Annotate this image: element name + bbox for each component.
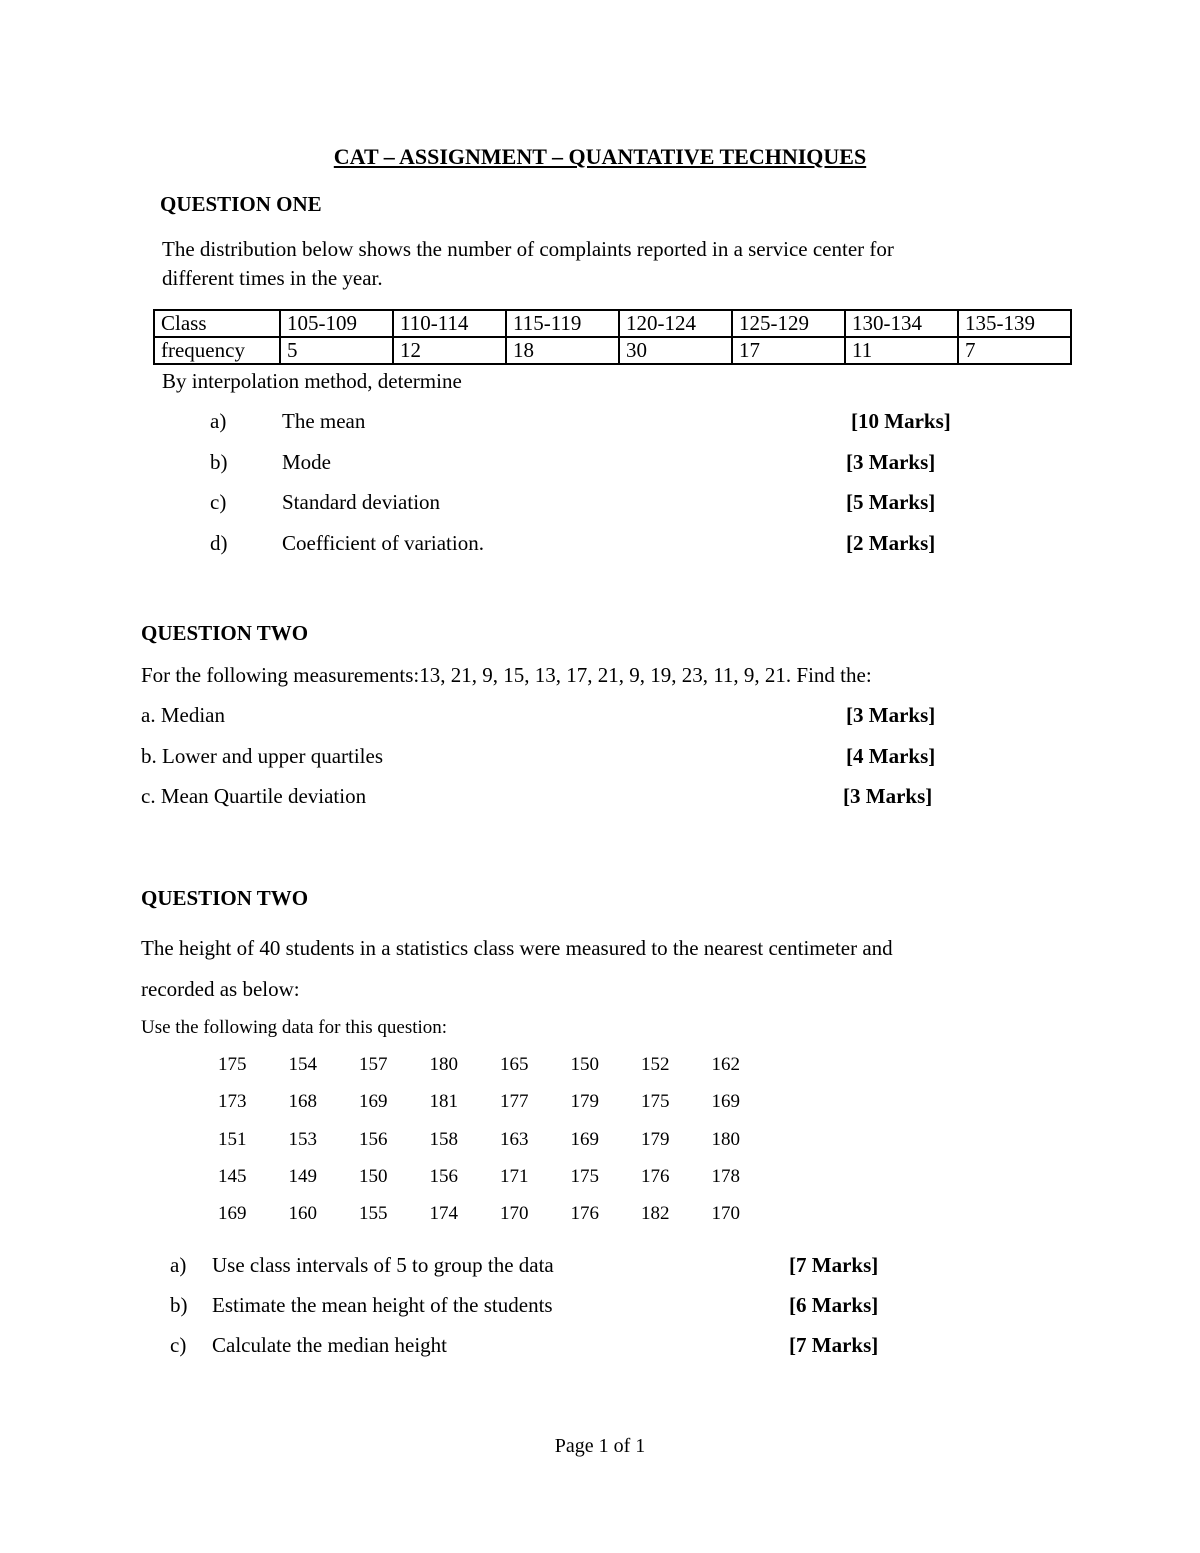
height-value: 155 xyxy=(359,1203,388,1225)
height-value: 170 xyxy=(711,1203,740,1225)
item-text: Estimate the mean height of the students xyxy=(212,1293,553,1317)
heights-row xyxy=(218,1089,782,1126)
height-value: 182 xyxy=(641,1203,670,1225)
table-cell: 12 xyxy=(393,337,506,364)
question-three-intro-line1: The height of 40 students in a statistics class were measured to the nearest centimeter and xyxy=(141,936,893,960)
item-letter: c) xyxy=(210,490,227,514)
question-three-intro-line2: recorded as below: xyxy=(141,977,300,1001)
item-marks: [3 Marks] xyxy=(843,784,933,808)
item-text: Calculate the median height xyxy=(212,1333,447,1357)
height-value: 173 xyxy=(218,1091,247,1113)
height-value: 179 xyxy=(570,1091,599,1113)
height-value: 180 xyxy=(711,1128,740,1150)
item-marks: [5 Marks] xyxy=(846,490,936,514)
frequency-table xyxy=(153,309,1072,365)
item-marks: [3 Marks] xyxy=(846,450,936,474)
height-value: 158 xyxy=(429,1128,458,1150)
height-value: 178 xyxy=(711,1165,740,1187)
table-cell: 18 xyxy=(506,337,619,364)
item-marks: [2 Marks] xyxy=(846,531,936,555)
item-letter: c) xyxy=(170,1333,187,1357)
item-marks: [10 Marks] xyxy=(851,409,951,433)
question-two-heading: QUESTION TWO xyxy=(141,621,309,645)
height-value: 169 xyxy=(570,1128,599,1150)
height-value: 160 xyxy=(288,1203,317,1225)
item-marks: [7 Marks] xyxy=(789,1333,879,1357)
item-marks: [4 Marks] xyxy=(846,744,936,768)
table-cell: 130-134 xyxy=(845,310,958,337)
height-value: 176 xyxy=(641,1165,670,1187)
height-value: 150 xyxy=(359,1165,388,1187)
item-letter: b) xyxy=(170,1293,188,1317)
question-two-intro: For the following measurements:13, 21, 9, 15, 13, 17, 21, 9, 19, 23, 11, 9, 21. Find the: xyxy=(141,663,872,687)
question-one-instruction: By interpolation method, determine xyxy=(162,369,462,393)
table-cell: 125-129 xyxy=(732,310,845,337)
data-note: Use the following data for this question: xyxy=(141,1017,448,1038)
height-value: 177 xyxy=(500,1091,529,1113)
height-value: 176 xyxy=(570,1203,599,1225)
height-value: 174 xyxy=(429,1203,458,1225)
table-cell: 110-114 xyxy=(393,310,506,337)
item-text: a. Median xyxy=(141,703,225,727)
table-cell: Class xyxy=(154,310,280,337)
table-cell: 135-139 xyxy=(958,310,1071,337)
question-one-intro-line2: different times in the year. xyxy=(162,266,383,290)
height-value: 163 xyxy=(500,1128,529,1150)
heights-row xyxy=(218,1164,782,1201)
height-value: 153 xyxy=(288,1128,317,1150)
table-cell: 120-124 xyxy=(619,310,732,337)
item-text: Mode xyxy=(282,450,331,474)
height-value: 165 xyxy=(500,1054,529,1075)
item-letter: a) xyxy=(170,1253,187,1277)
item-letter: a) xyxy=(210,409,227,433)
heights-row xyxy=(218,1201,782,1238)
height-value: 181 xyxy=(429,1091,458,1113)
item-text: Standard deviation xyxy=(282,490,441,514)
table-cell: 105-109 xyxy=(280,310,393,337)
heights-row xyxy=(218,1052,782,1089)
height-value: 175 xyxy=(641,1091,670,1113)
height-value: 156 xyxy=(359,1128,388,1150)
question-one-intro-line1: The distribution below shows the number of complaints reported in a service center for xyxy=(162,237,894,261)
table-cell: 115-119 xyxy=(506,310,619,337)
height-value: 169 xyxy=(711,1091,740,1113)
height-value: 179 xyxy=(641,1128,670,1150)
document-title: CAT – ASSIGNMENT – QUANTATIVE TECHNIQUES xyxy=(333,144,867,169)
height-value: 180 xyxy=(429,1054,458,1075)
table-header-row xyxy=(154,310,1071,337)
page-footer: Page 1 of 1 xyxy=(554,1435,646,1457)
height-value: 175 xyxy=(218,1054,247,1075)
heights-data-grid xyxy=(218,1052,782,1238)
table-cell: 30 xyxy=(619,337,732,364)
item-text: Use class intervals of 5 to group the data xyxy=(212,1253,554,1277)
item-letter: b) xyxy=(210,450,228,474)
item-text: The mean xyxy=(282,409,366,433)
height-value: 157 xyxy=(359,1054,388,1075)
item-letter: d) xyxy=(210,531,228,555)
question-one-heading: QUESTION ONE xyxy=(160,192,322,216)
height-value: 150 xyxy=(570,1054,599,1075)
table-cell: frequency xyxy=(154,337,280,364)
item-marks: [7 Marks] xyxy=(789,1253,879,1277)
height-value: 169 xyxy=(218,1203,247,1225)
height-value: 162 xyxy=(711,1054,740,1075)
height-value: 168 xyxy=(288,1091,317,1113)
question-three-heading: QUESTION TWO xyxy=(141,886,309,910)
item-text: b. Lower and upper quartiles xyxy=(141,744,384,768)
height-value: 151 xyxy=(218,1128,247,1150)
item-text: Coefficient of variation. xyxy=(282,531,484,555)
height-value: 149 xyxy=(288,1165,317,1187)
heights-row xyxy=(218,1127,782,1164)
height-value: 152 xyxy=(641,1054,670,1075)
height-value: 169 xyxy=(359,1091,388,1113)
item-text: c. Mean Quartile deviation xyxy=(141,784,367,808)
height-value: 154 xyxy=(288,1054,317,1075)
height-value: 156 xyxy=(429,1165,458,1187)
item-marks: [6 Marks] xyxy=(789,1293,879,1317)
table-row xyxy=(154,337,1071,364)
table-cell: 17 xyxy=(732,337,845,364)
height-value: 145 xyxy=(218,1165,247,1187)
table-cell: 5 xyxy=(280,337,393,364)
item-marks: [3 Marks] xyxy=(846,703,936,727)
height-value: 171 xyxy=(500,1165,529,1187)
height-value: 170 xyxy=(500,1203,529,1225)
height-value: 175 xyxy=(570,1165,599,1187)
table-cell: 11 xyxy=(845,337,958,364)
table-cell: 7 xyxy=(958,337,1071,364)
